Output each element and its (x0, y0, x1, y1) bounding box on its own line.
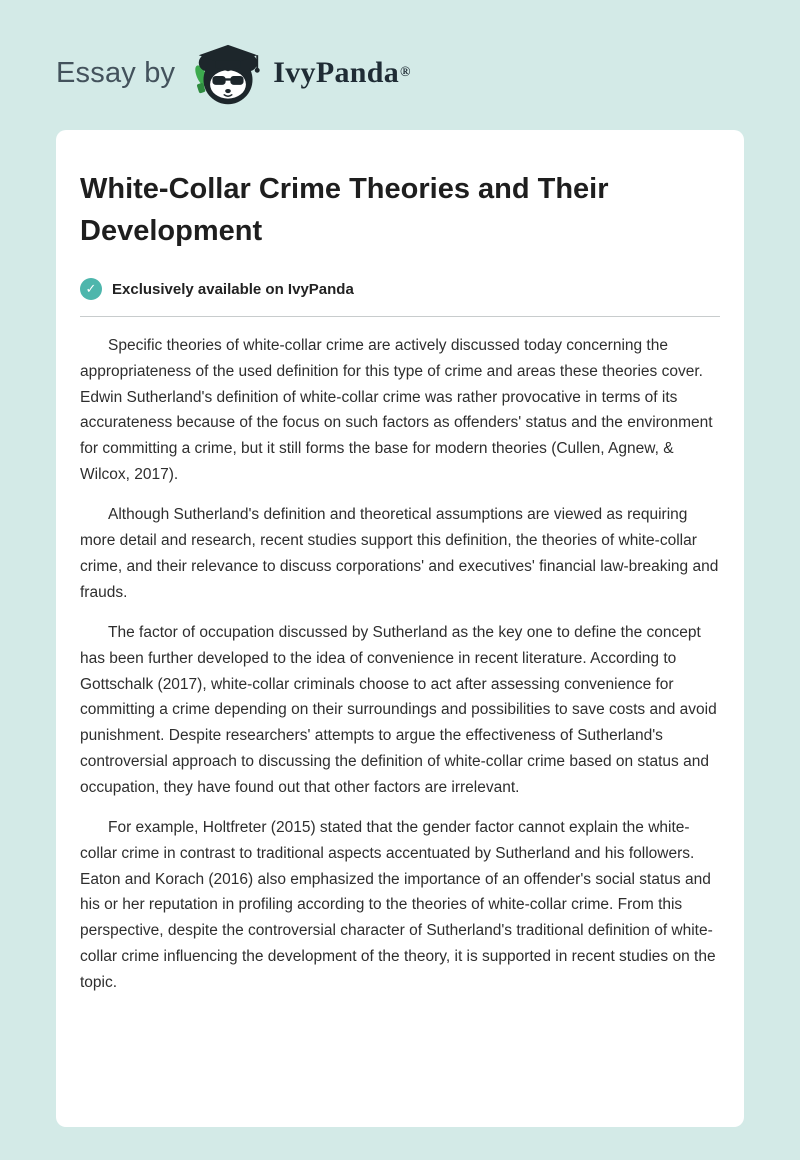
check-icon: ✓ (80, 278, 102, 300)
divider (80, 316, 720, 317)
brand-name: IvyPanda (273, 56, 400, 89)
ivypanda-wordmark (273, 56, 410, 90)
registered-mark: ® (400, 64, 411, 80)
essay-paragraph: Although Sutherland's definition and theoretical assumptions are viewed as requiring more detail and research, recent studies support this definition, the theories of white-collar crime, and their relevance to discuss corporations' and executives' financial law-breaking and frauds. (80, 506, 719, 601)
page-title: White-Collar Crime Theories and Their Development (80, 173, 609, 248)
essay-paragraph: The factor of occupation discussed by Sutherland as the key one to define the concept has been further developed to the idea of convenience in recent literature. According to Gottschalk (2017), white-collar criminals choose to act after assessing convenience for committing a crime depending on their surroundings and possibilities to save costs and avoid punishment. Despite researchers' attempts to argue the effectiveness of Sutherland's controversial approach to discussing the definition of white-collar crime based on status and occupation, they have found out that other factors are irrelevant. (80, 624, 717, 796)
availability-badge (80, 278, 720, 300)
ivypanda-logo-icon (189, 42, 267, 108)
availability-text: Exclusively available on IvyPanda (112, 280, 354, 298)
essay-by-label: Essay by (56, 56, 176, 89)
essay-paragraph: Specific theories of white-collar crime are actively discussed today concerning the appropriateness of the used definition for this type of crime and areas these theories cover. Edwin Sutherland's definition of white-collar crime was rather provocative in terms of its accurateness because of the focus on such factors as offenders' status and the environment for committing a crime, but it still forms the base for modern theories (Cullen, Agnew, & Wilcox, 2017). (80, 337, 713, 483)
site-header (0, 0, 800, 108)
essay-card (56, 130, 744, 1127)
essay-body (80, 333, 720, 995)
essay-paragraph: For example, Holtfreter (2015) stated that the gender factor cannot explain the white-collar crime in contrast to traditional aspects accentuated by Sutherland and his followers. Eaton and Korach (2016) also emphasized the importance of an offender's social status and his or her reputation in profiling according to the theories of white-collar crime. From this perspective, despite the controversial character of Sutherland's traditional definition of white-collar crime influencing the development of the theory, it is supported in recent studies on the topic. (80, 819, 716, 991)
